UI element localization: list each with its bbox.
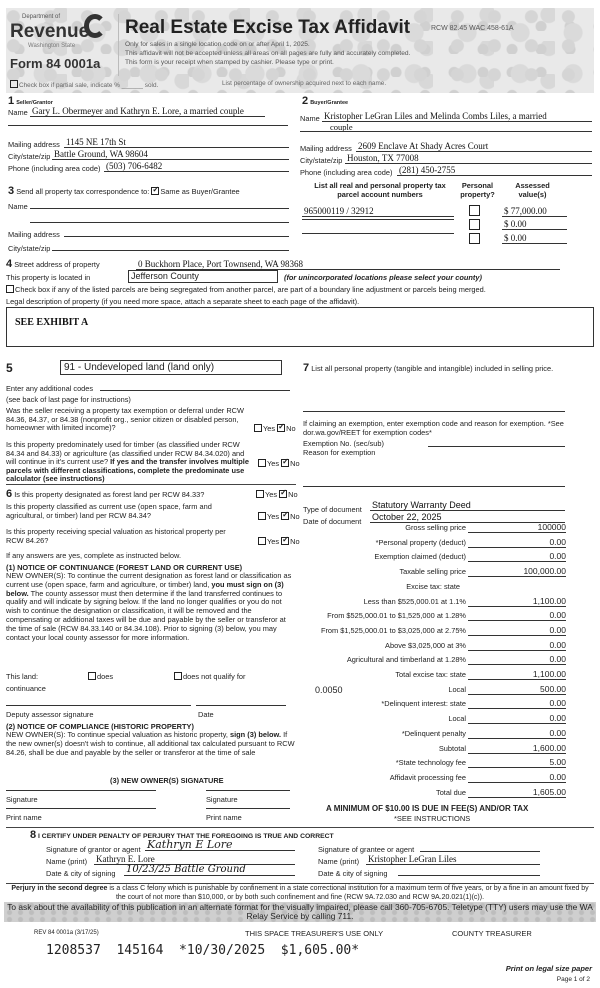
corr-name-label: Name bbox=[8, 202, 28, 211]
tax-row bbox=[300, 667, 566, 680]
property-heading: 4 Street address of property bbox=[6, 258, 100, 270]
land-use-code-select[interactable]: 91 - Undeveloped land (land only) bbox=[60, 360, 282, 375]
grantor-date-field[interactable]: 10/23/25 Battle Ground bbox=[124, 865, 295, 876]
buyer-mailing-field[interactable]: 2609 Enclave At Shady Acres Court bbox=[356, 141, 592, 152]
doc-date-label: Date of document bbox=[303, 517, 362, 526]
tax-row bbox=[300, 696, 566, 709]
assessed-value-field[interactable]: $ 77,000.00 bbox=[502, 206, 567, 217]
tax-row-value[interactable]: 0.00 bbox=[549, 698, 566, 709]
tax-row bbox=[300, 594, 566, 607]
tax-row-line bbox=[468, 723, 566, 724]
tax-row-label: Agricultural and timberland at 1.28% bbox=[346, 655, 466, 665]
revenue-swirl-icon bbox=[84, 14, 106, 38]
ownership-note: List percentage of ownership acquired next to each name. bbox=[222, 80, 387, 87]
tax-row-value[interactable]: 1,605.00 bbox=[532, 786, 566, 797]
corr-mailing-label: Mailing address bbox=[8, 230, 60, 239]
doc-date-field[interactable]: October 22, 2025 bbox=[370, 512, 565, 523]
personal-property-label: 7 List all personal property (tangible and intangible) included in selling price. bbox=[303, 362, 554, 374]
tax-row-value[interactable]: 100,000.00 bbox=[523, 566, 566, 577]
tax-row bbox=[300, 535, 566, 548]
if-any-note: If any answers are yes, complete as instructed below. bbox=[6, 551, 181, 560]
tax-row-label: Affidavit processing fee bbox=[389, 772, 466, 782]
tax-row-value[interactable]: 0.00 bbox=[549, 654, 566, 665]
tax-row-label: Subtotal bbox=[438, 743, 466, 753]
exemption-note: If claiming an exemption, enter exemption code and reason for exemption. *See dor.wa.gov/REET for exemption codes* bbox=[303, 419, 564, 437]
tax-row-line bbox=[468, 664, 566, 665]
located-label: This property is located in bbox=[6, 273, 91, 282]
tax-row-value[interactable]: 0.00 bbox=[549, 771, 566, 782]
section-5-number: 5 bbox=[6, 361, 13, 375]
tax-row-label: From $1,525,000.01 to $3,025,000 at 2.75% bbox=[320, 625, 466, 635]
seller-phone-field[interactable]: (503) 706-6482 bbox=[104, 161, 289, 172]
treasurer-receipt-stamp: 1208537 145164 *10/30/2025 $1,605.00* bbox=[46, 943, 360, 958]
continuance-label: continuance bbox=[6, 684, 46, 693]
buyer-heading: 2 Buyer/Grantee bbox=[302, 95, 349, 107]
header-note: Only for sales in a single location code on or after April 1, 2025. bbox=[125, 41, 310, 48]
minimum-due-note: A MINIMUM OF $10.00 IS DUE IN FEE(S) AND/OR TAX bbox=[326, 804, 529, 813]
exemption-no-field[interactable] bbox=[428, 446, 565, 447]
local-tax-rate: 0.0050 bbox=[315, 684, 343, 695]
tax-row-label: From $525,000.01 to $1,525,000 at 1.28% bbox=[327, 611, 466, 621]
tax-row-label: Exemption claimed (deduct) bbox=[374, 552, 466, 562]
tax-row-line bbox=[468, 576, 566, 577]
grantor-name-field[interactable]: Kathryn E. Lore bbox=[94, 854, 295, 865]
property-street-field[interactable]: 0 Buckhorn Place, Port Townsend, WA 98368 bbox=[136, 259, 560, 270]
perjury-notice: Perjury in the second degree is a class C felony which is punishable by confinement in a state correctional institution for a maximum term of five years, or by a fine in an amount fixed by the court of not more than $10,000, or by both such confinement and fine (RCW 9A.72.030 and RCW 9A.20.021(1)(c)). bbox=[11, 885, 589, 901]
tax-row-value[interactable]: 0.00 bbox=[549, 536, 566, 547]
tax-row-value[interactable]: 1,600.00 bbox=[532, 742, 566, 753]
forest-question: 6 Is this property designated as forest land per RCW 84.33? bbox=[6, 488, 205, 500]
tax-row bbox=[300, 652, 566, 665]
personal-col-header: Personal property? bbox=[460, 181, 495, 199]
tax-row bbox=[300, 579, 566, 592]
tax-row bbox=[300, 755, 566, 768]
statute: RCW 82.45 WAC 458-61A bbox=[431, 25, 514, 32]
signature-label: Signature bbox=[206, 795, 238, 804]
deputy-label: Deputy assessor signature bbox=[6, 710, 94, 719]
date-label: Date bbox=[198, 710, 214, 719]
tax-row-value[interactable]: 1,100.00 bbox=[532, 669, 566, 679]
legal-description-text: SEE EXHIBIT A bbox=[15, 317, 89, 328]
page-number: Page 1 of 2 bbox=[556, 976, 590, 983]
tax-row-line bbox=[468, 782, 566, 783]
legal-paper-note: Print on legal size paper bbox=[505, 964, 592, 973]
assessed-value-field[interactable]: $ 0.00 bbox=[502, 233, 567, 244]
grantee-name-label: Name (print) bbox=[318, 857, 360, 866]
buyer-city-field[interactable]: Houston, TX 77008 bbox=[345, 153, 592, 164]
tax-row-line bbox=[468, 753, 566, 754]
owner-signature-field[interactable] bbox=[206, 790, 290, 791]
page-title: Real Estate Excise Tax Affidavit bbox=[125, 17, 411, 38]
grantee-signature-label: Signature of grantee or agent bbox=[318, 845, 415, 854]
signature-label: Signature bbox=[6, 795, 38, 804]
corr-city-label: City/state/zip bbox=[8, 244, 51, 253]
tax-row-line bbox=[468, 532, 566, 533]
tax-row bbox=[300, 623, 566, 636]
same-as-buyer-checkbox[interactable] bbox=[151, 187, 159, 195]
codes-note: (see back of last page for instructions) bbox=[6, 395, 131, 404]
see-instructions: *SEE INSTRUCTIONS bbox=[394, 814, 471, 823]
tax-row bbox=[300, 549, 566, 562]
exemption-question: Was the seller receiving a property tax exemption or deferral under RCW 84.36, 84.37, or 84.38 (nonprofit org., senior citizen or disabled person, homeowner with limited income)? bbox=[6, 406, 244, 432]
tax-row-label: Local bbox=[448, 714, 466, 724]
buyer-phone-field[interactable]: (281) 450-2755 bbox=[397, 165, 592, 176]
deputy-signature-field[interactable] bbox=[6, 705, 191, 706]
seller-mailing-field[interactable]: 1145 NE 17th St bbox=[64, 137, 289, 148]
grantee-date-label: Date & city of signing bbox=[318, 869, 388, 878]
exemption-no-label: Exemption No. (sec/sub) bbox=[303, 439, 384, 448]
tax-row-line bbox=[468, 606, 566, 607]
form-number: Form 84 0001a bbox=[10, 56, 101, 71]
grantee-signature-field[interactable] bbox=[420, 851, 540, 852]
partial-sale-checkbox[interactable]: Check box if partial sale, indicate % ______ sold. bbox=[10, 80, 158, 89]
tax-row-label: *State technology fee bbox=[395, 758, 466, 768]
seller-city-field[interactable]: Battle Ground, WA 98604 bbox=[52, 149, 289, 160]
grantee-name-field[interactable]: Kristopher LeGran Liles bbox=[366, 854, 540, 865]
tax-row bbox=[300, 564, 566, 577]
corr-mailing-field[interactable] bbox=[64, 236, 289, 237]
tax-row-value[interactable]: 0.00 bbox=[549, 639, 566, 650]
tax-row-label: *Delinquent interest: state bbox=[381, 699, 466, 709]
county-note: (for unincorporated locations please select your county) bbox=[284, 273, 482, 282]
tax-row-value[interactable]: 5.00 bbox=[549, 757, 566, 768]
tax-row bbox=[300, 711, 566, 724]
tax-row-line bbox=[468, 708, 566, 709]
doc-type-label: Type of document bbox=[303, 505, 362, 514]
tax-row-label: Above $3,025,000 at 3% bbox=[385, 640, 466, 650]
tax-row-value[interactable]: 0.00 bbox=[549, 624, 566, 635]
tax-row bbox=[300, 726, 566, 739]
dept-label: Department of bbox=[22, 14, 61, 20]
personal-property-checkbox[interactable] bbox=[469, 219, 480, 230]
correspondence-heading: 3 Send all property tax correspondence to: ✓ Same as Buyer/Grantee bbox=[8, 185, 240, 197]
certify-heading: 8 I CERTIFY UNDER PENALTY OF PERJURY THAT THE FOREGOING IS TRUE AND CORRECT bbox=[30, 829, 334, 841]
alternate-format-notice: To ask about the availability of this publication in an alternate format for the visually impaired, please call 360-705-6705. Teletype (TTY) users may use the WA Relay Service by calling 711. bbox=[4, 902, 596, 922]
current-use-question: Is this property classified as current use (open space, farm and agricultural, or timber) land per RCW 84.34? bbox=[6, 502, 212, 520]
q5-yes-no[interactable]: Yes ✓ No bbox=[258, 537, 300, 546]
does-not-checkbox[interactable]: does not qualify for bbox=[174, 672, 245, 681]
state-label: Washington State bbox=[28, 43, 76, 49]
buyer-name-continued: couple bbox=[330, 122, 353, 132]
parcel-number-field[interactable]: 965000119 / 32912 bbox=[302, 206, 454, 217]
revision-label: REV 84 0001a (3/17/25) bbox=[34, 930, 99, 936]
tax-row-label: Gross selling price bbox=[405, 523, 466, 532]
q1-yes-no[interactable]: Yes ✓ No bbox=[254, 424, 296, 433]
tax-row-value[interactable]: 0.00 bbox=[549, 610, 566, 621]
corr-city-field[interactable] bbox=[52, 250, 289, 251]
tax-row-value[interactable]: 100000 bbox=[537, 522, 566, 532]
tax-row bbox=[300, 741, 566, 754]
segregate-checkbox[interactable]: Check box if any of the listed parcels are being segregated from another parcel, are part of a boundary line adjustment or parcels being merged. bbox=[6, 285, 486, 294]
parcel-number-field[interactable] bbox=[302, 233, 454, 234]
county-select[interactable]: Jefferson County bbox=[128, 270, 278, 283]
tax-row-label: Taxable selling price bbox=[399, 567, 466, 577]
tax-row bbox=[300, 785, 566, 798]
tax-row-line bbox=[468, 767, 566, 768]
owner-signature-field[interactable] bbox=[6, 790, 156, 791]
tax-row-label: Excise tax: state bbox=[406, 581, 460, 591]
corr-name-field[interactable] bbox=[30, 208, 289, 209]
personal-property-field[interactable] bbox=[303, 411, 565, 412]
additional-codes-label: Enter any additional codes bbox=[6, 384, 94, 393]
personal-property-checkbox[interactable] bbox=[469, 205, 480, 216]
reason-field[interactable] bbox=[303, 486, 565, 487]
grantor-date-label: Date & city of signing bbox=[46, 869, 116, 878]
header-note: This form is your receipt when stamped by cashier. Please type or print. bbox=[125, 59, 334, 66]
seller-heading: 1 Seller/Grantor bbox=[8, 95, 53, 107]
parcel-col-header: List all real and personal property tax parcel account numbers bbox=[314, 181, 446, 199]
tax-row-line bbox=[468, 650, 566, 651]
parcel-number-field[interactable] bbox=[302, 219, 454, 220]
owner-print-name-field[interactable] bbox=[206, 808, 290, 809]
assessed-value-field[interactable]: $ 0.00 bbox=[502, 219, 567, 230]
tax-row-label: Total due bbox=[436, 787, 466, 797]
personal-property-checkbox[interactable] bbox=[469, 233, 480, 244]
buyer-city-label: City/state/zip bbox=[300, 156, 343, 165]
seller-name-field[interactable]: Gary L. Obermeyer and Kathryn E. Lore, a married couple bbox=[30, 106, 265, 117]
q4-yes-no[interactable]: Yes ✓ No bbox=[258, 512, 300, 521]
tax-row-label: Local bbox=[448, 684, 466, 694]
tax-row-line bbox=[468, 694, 566, 695]
notice-continuance-title: (1) NOTICE OF CONTINUANCE (FOREST LAND OR CURRENT USE) bbox=[6, 563, 243, 572]
tax-row-line bbox=[468, 738, 566, 739]
grantor-name-label: Name (print) bbox=[46, 857, 88, 866]
notice-compliance-title: (2) NOTICE OF COMPLIANCE (HISTORIC PROPERTY) bbox=[6, 722, 194, 731]
tax-row-label: Less than $525,000.01 at 1.1% bbox=[363, 596, 466, 606]
tax-row-label: *Personal property (deduct) bbox=[375, 537, 466, 547]
tax-row bbox=[300, 682, 566, 695]
tax-row-label: *Delinquent penalty bbox=[401, 728, 466, 738]
owner-print-name-field[interactable] bbox=[6, 808, 156, 809]
print-name-label: Print name bbox=[6, 813, 42, 822]
buyer-mailing-label: Mailing address bbox=[300, 144, 352, 153]
does-checkbox[interactable]: does bbox=[88, 672, 113, 681]
tax-row-label: Total excise tax: state bbox=[395, 670, 466, 679]
seller-phone-label: Phone (including area code) bbox=[8, 164, 101, 173]
grantor-signature-field[interactable]: Kathryn E Lore bbox=[145, 840, 295, 851]
tax-row bbox=[300, 520, 566, 533]
tax-row-value[interactable]: 500.00 bbox=[540, 683, 566, 694]
grantor-signature-label: Signature of grantor or agent bbox=[46, 845, 141, 854]
tax-row-value[interactable]: 0.00 bbox=[549, 551, 566, 562]
tax-row-line bbox=[468, 561, 566, 562]
county-treasurer-label: COUNTY TREASURER bbox=[452, 929, 532, 938]
notice-compliance-text: NEW OWNER(S): To continue special valuation as historic property, sign (3) below. If the new owner(s) doesn't wish to continue, all additional tax calculated pursuant to RCW 84.26, shall be due and payable by the seller or transferor at the time of sale bbox=[6, 730, 295, 757]
reason-label: Reason for exemption bbox=[303, 448, 376, 457]
tax-row-line bbox=[468, 620, 566, 621]
grantee-date-field[interactable] bbox=[398, 875, 540, 876]
legal-description-field[interactable] bbox=[6, 307, 594, 347]
seller-city-label: City/state/zip bbox=[8, 152, 51, 161]
treasurer-use-label: THIS SPACE TREASURER'S USE ONLY bbox=[245, 929, 384, 938]
historic-question: Is this property receiving special valuation as historical property per RCW 84.26? bbox=[6, 527, 226, 545]
doc-type-field[interactable]: Statutory Warranty Deed bbox=[370, 500, 565, 511]
timber-question: Is this property predominately used for timber (as classified under RCW 84.34 and 84.33) or agriculture (as classified under RCW 84.34.020) and will continue in it's current use? If yes and the transfer involves multiple parcels with different classifications, complete the predominate use calculator (see instructions) bbox=[6, 440, 249, 483]
tax-row-line bbox=[468, 635, 566, 636]
revenue-logo: Revenue bbox=[10, 21, 90, 42]
buyer-name-label: Name bbox=[300, 114, 320, 123]
tax-row bbox=[300, 608, 566, 621]
new-owner-signature-title: (3) NEW OWNER(S) SIGNATURE bbox=[110, 776, 224, 785]
tax-row-value[interactable]: 0.00 bbox=[549, 727, 566, 738]
assessed-col-header: Assessed value(s) bbox=[515, 181, 550, 199]
tax-row bbox=[300, 638, 566, 651]
legal-label: Legal description of property (if you need more space, attach a separate sheet to each page of the affidavit). bbox=[6, 297, 360, 306]
seller-mailing-label: Mailing address bbox=[8, 140, 60, 149]
deputy-date-field[interactable] bbox=[196, 705, 286, 706]
buyer-phone-label: Phone (including area code) bbox=[300, 168, 393, 177]
tax-row-value[interactable]: 1,100.00 bbox=[532, 595, 566, 606]
tax-row-line bbox=[468, 679, 566, 680]
seller-name-label: Name bbox=[8, 108, 28, 117]
header-note: This affidavit will not be accepted unless all areas on all pages are fully and accurately completed. bbox=[125, 50, 411, 57]
q3-yes-no[interactable]: Yes ✓ No bbox=[256, 490, 298, 499]
tax-row-line bbox=[468, 547, 566, 548]
tax-row bbox=[300, 770, 566, 783]
additional-codes-field[interactable] bbox=[100, 390, 290, 391]
buyer-name-field[interactable]: Kristopher LeGran Liles and Melinda Combs Liles, a married bbox=[322, 111, 592, 122]
print-name-label: Print name bbox=[206, 813, 242, 822]
q2-yes-no[interactable]: Yes ✓ No bbox=[258, 459, 300, 468]
notice-continuance-text: NEW OWNER(S): To continue the current designation as forest land or classification as current use (open space, farm and agriculture, or timber) land, you must sign on (3) below. The county assessor must then determine if the land transferred continues to qualify and will indicate by signing below. If the land no longer qualifies or you do not wish to continue the designation or classification, it will be removed and the compensating or additional taxes will be due and payable by the seller or transferor at the time of sale (RCW 84.33.140 or 84.34.108). Prior to signing (3) below, you may contact your local county assessor for more information. bbox=[6, 571, 292, 642]
tax-row-value[interactable]: 0.00 bbox=[549, 713, 566, 724]
tax-row-line bbox=[468, 797, 566, 798]
this-land-label: This land: bbox=[6, 672, 39, 681]
